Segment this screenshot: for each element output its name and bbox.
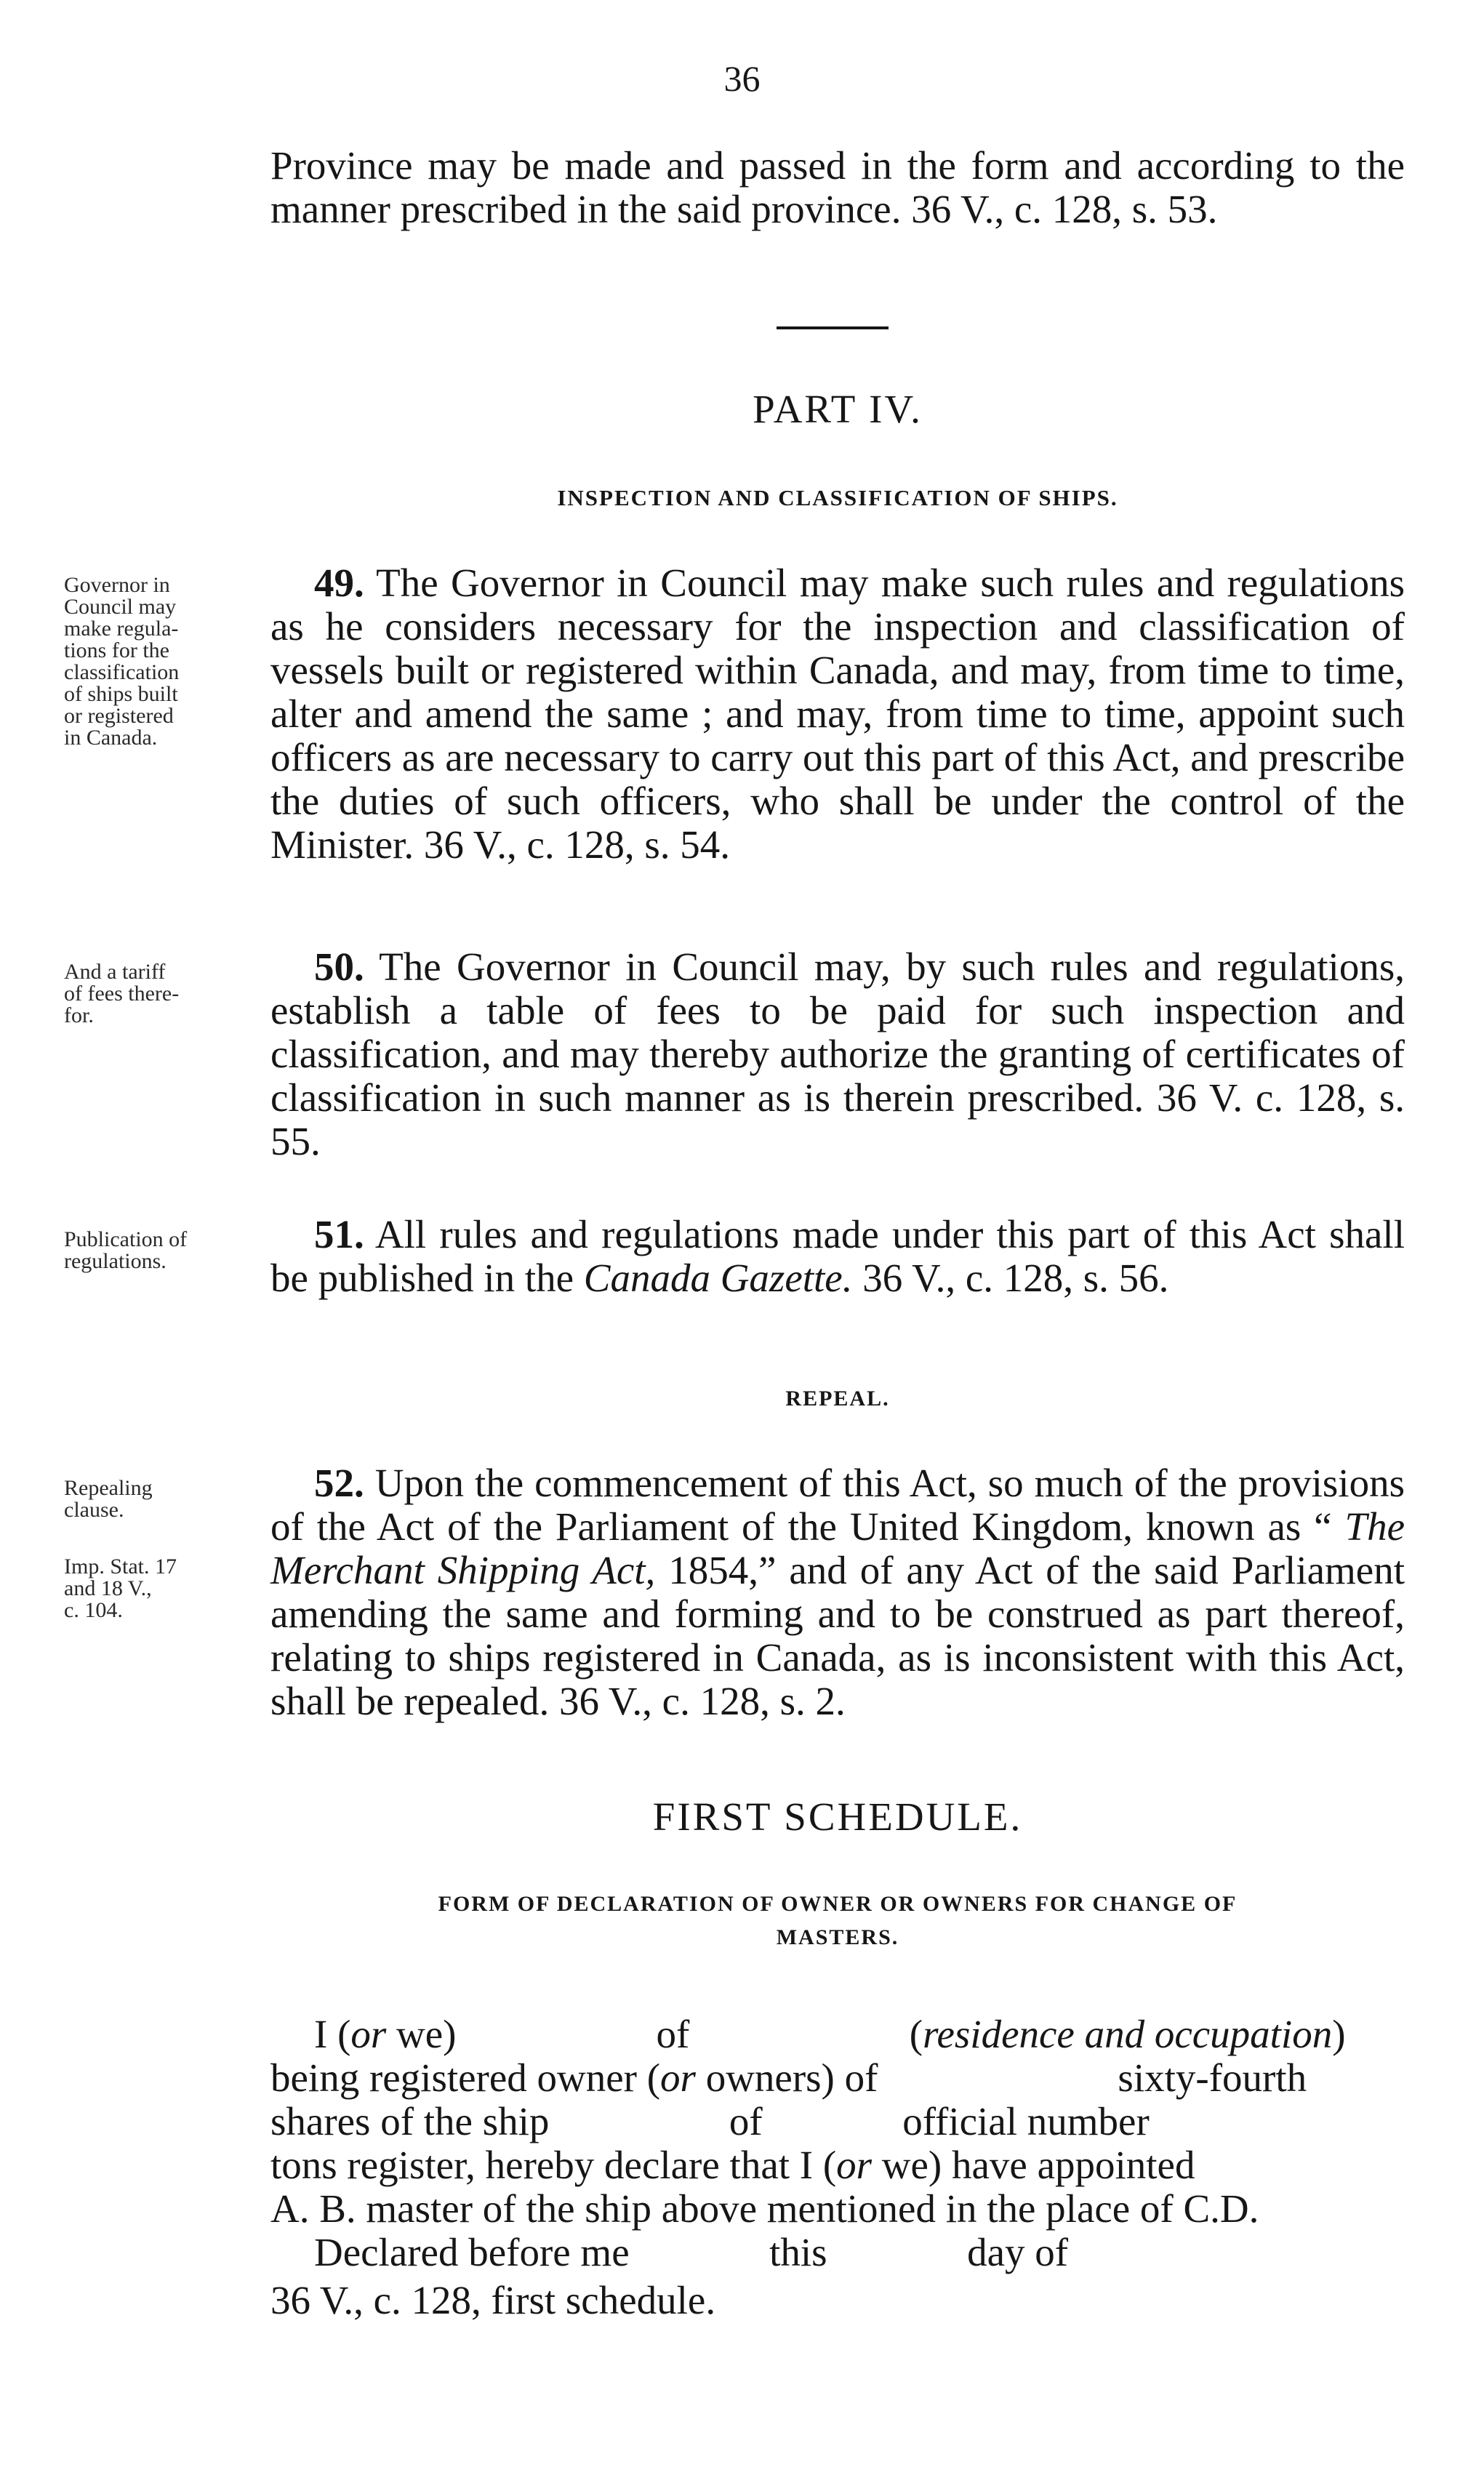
margin-note-section-52-repealing: Repealing clause. <box>64 1476 153 1522</box>
declaration-form <box>270 2013 1405 2322</box>
part-title: PART IV. <box>753 387 923 431</box>
section-52-text-italic: The Merchant Shipping Act, <box>270 1504 1405 1592</box>
margin-note-section-51: Publication of regulations. <box>64 1227 188 1273</box>
section-51-text-before: All rules and regulations made under this part of this Act shall be published in the <box>270 1212 1405 1300</box>
form-line-1-residence: residence and occupation <box>923 2012 1333 2056</box>
first-schedule-title: FIRST SCHEDULE. <box>652 1794 1023 1839</box>
form-line-1-part-c: ) <box>1332 2012 1346 2056</box>
section-50-paragraph <box>270 945 1405 1163</box>
form-line-4-or: or <box>836 2143 873 2187</box>
form-line-1-part-b: we) of ( <box>386 2012 923 2056</box>
form-line-2 <box>270 2056 1405 2100</box>
section-49-paragraph <box>270 561 1405 867</box>
form-line-4-part-a: tons register, hereby declare that I ( <box>270 2143 837 2187</box>
section-52-text-after: 1854,” and of any Act of the said Parliament amending the same and forming and to be construed as part thereof, relating to ships registered in Canada, as is inconsistent with this Act, shall be repealed. 36 V., c. 128, s. 2. <box>270 1548 1405 1723</box>
form-line-7: 36 V., c. 128, first schedule. <box>270 2278 716 2322</box>
form-line-1-or: or <box>350 2012 387 2056</box>
margin-note-section-50: And a tariff of fees there- for. <box>64 960 180 1027</box>
section-49-text: The Governor in Council may make such rules and regulations as he considers necessary for the inspection and classification of vessels built or registered within Canada, and may, from time to time, alter and amend the same ; and may, from time to time, appoint such officers as are necessary to carry out this part of this Act, and prescribe the duties of such officers, who shall be under the control of the Minister. 36 V., c. 128, s. 54. <box>270 561 1405 867</box>
section-50-text: The Governor in Council may, by such rules and regulations, establish a table of fees to be paid for such inspection and classification, and may thereby authorize the granting of certificates of classification in such manner as is therein prescribed. 36 V. c. 128, s. 55. <box>270 944 1405 1163</box>
section-52-text-before: Upon the commencement of this Act, so much of the provisions of the Act of the Parliament of the United Kingdom, known as “ <box>270 1461 1405 1549</box>
form-line-1-part-a: I ( <box>314 2012 351 2056</box>
section-51-paragraph <box>270 1213 1405 1300</box>
repeal-heading: REPEAL. <box>785 1387 890 1411</box>
section-49-number: 49. <box>314 561 364 605</box>
margin-note-section-49: Governor in Council may make regula- tions for the classification of ships built or registered in Canada. <box>64 573 180 750</box>
margin-note-section-52-imperial-statute: Imp. Stat. 17 and 18 V., c. 104. <box>64 1555 177 1622</box>
form-line-3: shares of the ship of official number <box>270 2099 1150 2143</box>
form-title <box>270 1888 1405 1954</box>
form-line-4-part-b: we) have appointed <box>872 2143 1195 2187</box>
form-line-4 <box>270 2143 1405 2187</box>
form-title-line-2: MASTERS. <box>776 1925 899 1949</box>
form-title-line-1: FORM OF DECLARATION OF OWNER OR OWNERS FOR CHANGE OF <box>438 1892 1238 1916</box>
section-51-text-italic: Canada Gazette. <box>583 1256 853 1300</box>
form-line-1 <box>270 2013 1405 2056</box>
section-52-paragraph <box>270 1461 1405 1723</box>
section-52-number: 52. <box>314 1461 364 1505</box>
page-number: 36 <box>723 58 761 99</box>
form-line-2-part-b: owners) of sixty-fourth <box>695 2055 1307 2100</box>
form-line-5: A. B. master of the ship above mentioned in the place of C.D. <box>270 2186 1259 2231</box>
form-line-2-or: or <box>660 2055 696 2100</box>
form-line-6: Declared before me this day of <box>314 2230 1069 2274</box>
form-line-2-part-a: being registered owner ( <box>270 2055 661 2100</box>
section-50-number: 50. <box>314 944 364 989</box>
section-51-text-after: 36 V., c. 128, s. 56. <box>852 1256 1169 1300</box>
part-subtitle: INSPECTION AND CLASSIFICATION OF SHIPS. <box>557 485 1118 510</box>
section-51-number: 51. <box>314 1212 364 1256</box>
opening-paragraph: Province may be made and passed in the form and according to the manner prescribed in the said province. 36 V., c. 128, s. 53. <box>270 143 1405 231</box>
section-divider-rule <box>777 326 889 329</box>
